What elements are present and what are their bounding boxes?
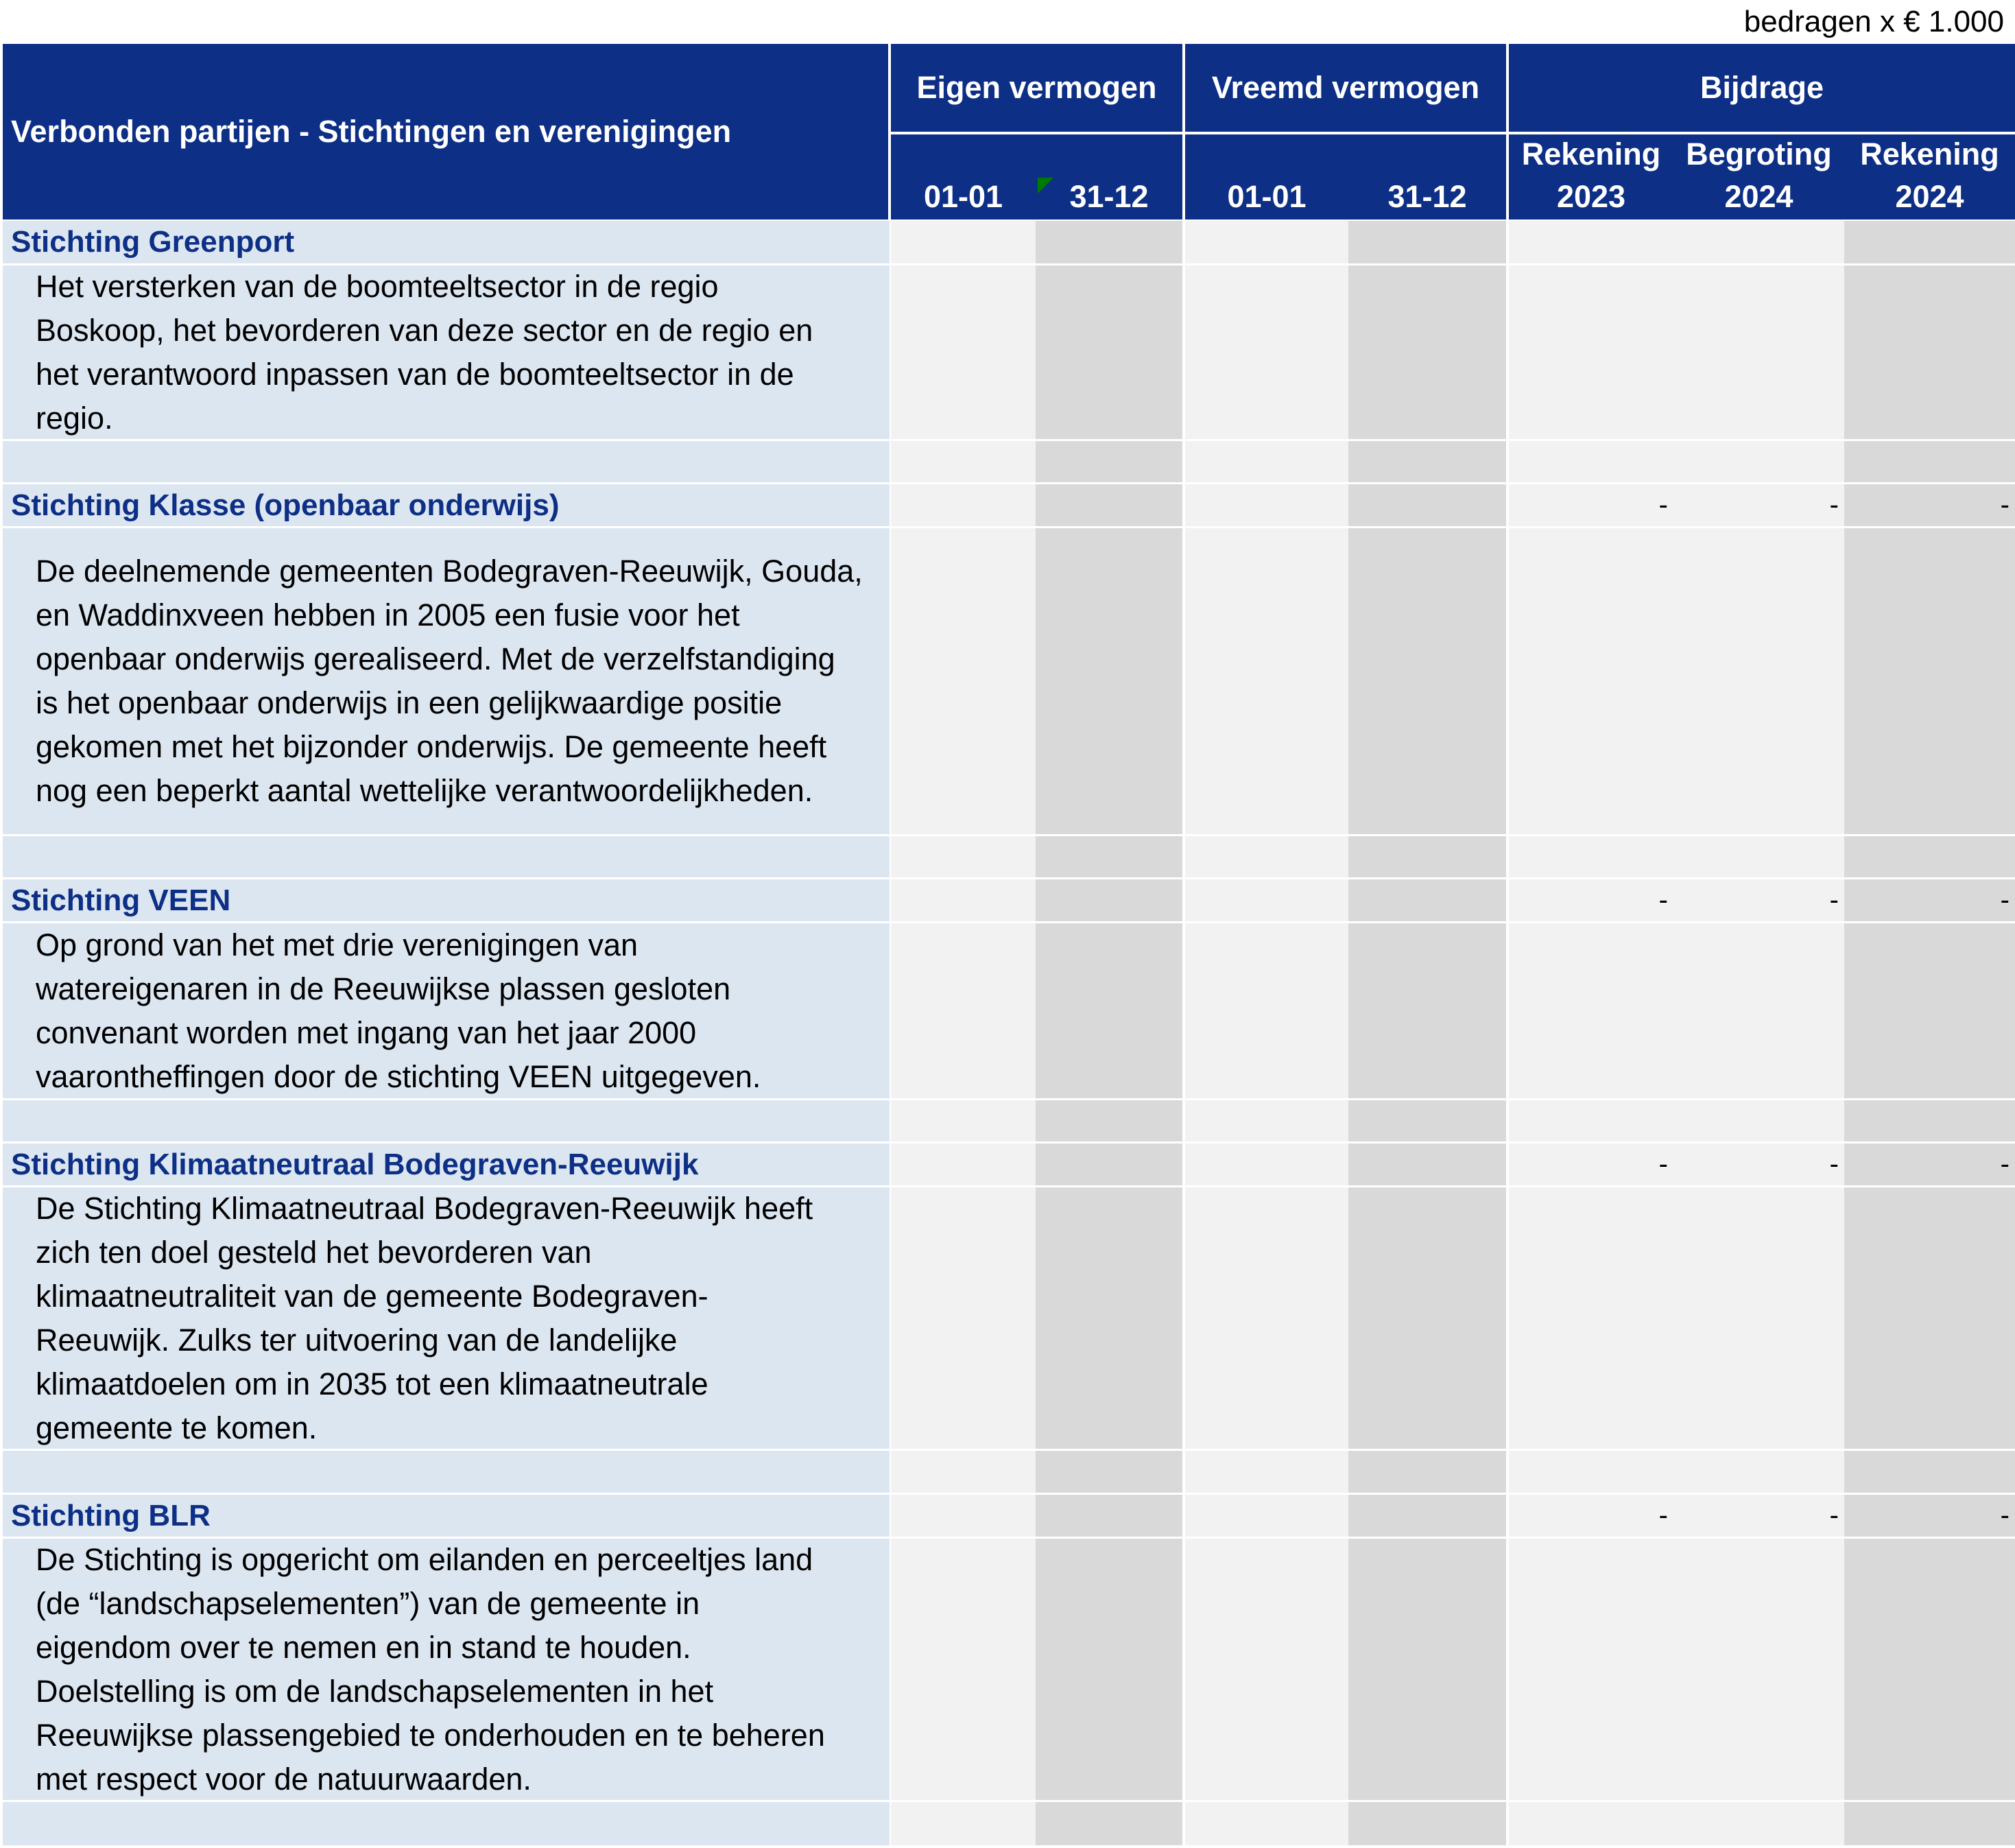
entity-description: Op grond van het met drie verenigingen van watereigenaren in de Reeuwijkse plassen gesloten convenant worden met ingang van het jaar 2000 vaarontheffingen door de stichting VEEN uitgegeven. — [36, 927, 761, 1094]
value-cell-ev-0101 — [891, 1802, 1036, 1845]
value-cell-rek-2024 — [1844, 923, 2015, 1098]
value-cell-ev-3112 — [1036, 923, 1182, 1098]
value-cell-rek-2023 — [1509, 265, 1673, 439]
entity-name: Stichting Greenport — [11, 225, 295, 259]
value-cell-ev-0101 — [891, 836, 1036, 877]
group-header-bijdrage — [1509, 44, 2015, 132]
value-rek-2023: - — [1658, 490, 1668, 520]
value-rek-2023: - — [1658, 1500, 1668, 1530]
value-cell-ev-3112 — [1036, 528, 1182, 834]
column-header-ev-0101 — [891, 134, 1036, 220]
value-cell-vv-0101 — [1185, 1802, 1348, 1845]
value-cell-ev-3112 — [1036, 1451, 1182, 1493]
entity-description: De Stichting Klimaatneutraal Bodegraven-Reeuwijk heeft zich ten doel gesteld het bevorderen van klimaatneutraliteit van de gemeente Bodegraven- Reeuwijk. Zulks ter uitvoering van de landelijke klimaatdoelen om in 2035 tot een klimaatneutrale gemeente te komen. — [36, 1190, 813, 1445]
value-cell-rek-2023 — [1509, 484, 1673, 526]
value-cell-beg-2024 — [1673, 1144, 1844, 1185]
value-cell-rek-2023 — [1509, 1495, 1673, 1537]
value-cell-rek-2024 — [1844, 1100, 2015, 1141]
spacer-cell — [3, 1802, 890, 1845]
entity-description-cell — [3, 1187, 890, 1449]
value-cell-ev-3112 — [1036, 1495, 1182, 1537]
value-cell-rek-2023 — [1509, 1100, 1673, 1141]
entity-description: Het versterken van de boomteeltsector in de regio Boskoop, het bevorderen van deze sector en de regio en het verantwoord inpassen van de boomteeltsector in de regio. — [36, 268, 813, 436]
entity-name: Stichting VEEN — [11, 883, 231, 917]
column-header-vv-3112 — [1348, 134, 1506, 220]
value-cell-vv-0101 — [1185, 879, 1348, 921]
value-cell-ev-0101 — [891, 1495, 1036, 1537]
value-cell-vv-0101 — [1185, 1100, 1348, 1141]
value-cell-rek-2024 — [1844, 879, 2015, 921]
value-cell-beg-2024 — [1673, 923, 1844, 1098]
value-cell-vv-0101 — [1185, 221, 1348, 263]
value-cell-beg-2024 — [1673, 879, 1844, 921]
value-cell-vv-0101 — [1185, 441, 1348, 482]
value-cell-beg-2024 — [1673, 1451, 1844, 1493]
value-cell-vv-0101 — [1185, 484, 1348, 526]
value-cell-ev-3112 — [1036, 221, 1182, 263]
value-cell-rek-2024 — [1844, 221, 2015, 263]
entity-name-cell — [3, 484, 890, 526]
entity-name-cell — [3, 221, 890, 263]
spacer-cell — [3, 1451, 890, 1493]
entity-description: De Stichting is opgericht om eilanden en perceeltjes land (de “landschapselementen”) van de gemeente in eigendom over te nemen en in stand te houden. Doelstelling is om de landschapselementen in het Reeuwijkse plassengebied te onderhouden en te beheren met respect voor de natuurwaarden. — [36, 1541, 825, 1797]
value-cell-ev-0101 — [891, 265, 1036, 439]
value-cell-vv-3112 — [1348, 265, 1506, 439]
value-cell-rek-2023 — [1509, 1451, 1673, 1493]
value-cell-rek-2024 — [1844, 528, 2015, 834]
value-rek-2024: - — [2000, 1149, 2010, 1179]
entity-description-cell — [3, 528, 890, 834]
value-cell-rek-2023 — [1509, 879, 1673, 921]
value-cell-beg-2024 — [1673, 528, 1844, 834]
value-cell-rek-2023 — [1509, 221, 1673, 263]
entity-name: Stichting Klasse (openbaar onderwijs) — [11, 488, 560, 522]
column-label: 31-12 — [1069, 179, 1149, 214]
column-header-ev-3112 — [1036, 134, 1182, 220]
value-cell-ev-0101 — [891, 923, 1036, 1098]
value-cell-vv-0101 — [1185, 836, 1348, 877]
entity-name: Stichting Klimaatneutraal Bodegraven-Reeuwijk — [11, 1147, 699, 1181]
value-beg-2024: - — [1829, 1500, 1839, 1530]
column-header-vv-0101 — [1185, 134, 1348, 220]
value-cell-ev-0101 — [891, 528, 1036, 834]
value-beg-2024: - — [1829, 1149, 1839, 1179]
value-cell-ev-0101 — [891, 1451, 1036, 1493]
value-cell-rek-2024 — [1844, 1802, 2015, 1845]
value-cell-vv-0101 — [1185, 1187, 1348, 1449]
value-cell-vv-3112 — [1348, 441, 1506, 482]
value-cell-vv-0101 — [1185, 265, 1348, 439]
group-label: Eigen vermogen — [916, 70, 1157, 105]
spacer-cell — [3, 1100, 890, 1141]
value-cell-vv-3112 — [1348, 528, 1506, 834]
value-cell-vv-3112 — [1348, 1539, 1506, 1800]
value-beg-2024: - — [1829, 490, 1839, 520]
value-cell-beg-2024 — [1673, 265, 1844, 439]
value-cell-vv-3112 — [1348, 221, 1506, 263]
value-cell-vv-3112 — [1348, 1495, 1506, 1537]
value-cell-ev-3112 — [1036, 1802, 1182, 1845]
column-label: 01-01 — [1227, 179, 1307, 214]
value-cell-ev-3112 — [1036, 1539, 1182, 1800]
value-cell-ev-0101 — [891, 441, 1036, 482]
value-cell-beg-2024 — [1673, 1802, 1844, 1845]
value-cell-ev-3112 — [1036, 836, 1182, 877]
value-cell-beg-2024 — [1673, 1100, 1844, 1141]
value-cell-vv-3112 — [1348, 836, 1506, 877]
value-cell-vv-0101 — [1185, 1451, 1348, 1493]
value-cell-beg-2024 — [1673, 836, 1844, 877]
value-cell-vv-0101 — [1185, 1144, 1348, 1185]
value-cell-vv-0101 — [1185, 528, 1348, 834]
value-cell-vv-3112 — [1348, 1451, 1506, 1493]
value-cell-ev-3112 — [1036, 441, 1182, 482]
value-beg-2024: - — [1829, 885, 1839, 915]
value-cell-ev-3112 — [1036, 484, 1182, 526]
value-cell-rek-2024 — [1844, 484, 2015, 526]
value-rek-2024: - — [2000, 490, 2010, 520]
column-label: 01-01 — [923, 179, 1003, 214]
value-cell-rek-2023 — [1509, 836, 1673, 877]
group-label: Vreemd vermogen — [1211, 70, 1480, 105]
value-cell-vv-0101 — [1185, 1495, 1348, 1537]
spacer-cell — [3, 836, 890, 877]
column-label: Rekening 2023 — [1521, 137, 1661, 214]
value-cell-beg-2024 — [1673, 441, 1844, 482]
value-cell-rek-2024 — [1844, 441, 2015, 482]
value-cell-ev-0101 — [891, 1187, 1036, 1449]
value-cell-rek-2023 — [1509, 528, 1673, 834]
value-rek-2024: - — [2000, 1500, 2010, 1530]
entity-name: Stichting BLR — [11, 1498, 211, 1532]
value-cell-ev-3112 — [1036, 1187, 1182, 1449]
column-label: 31-12 — [1387, 179, 1467, 214]
value-rek-2023: - — [1658, 1149, 1668, 1179]
value-rek-2023: - — [1658, 885, 1668, 915]
value-cell-rek-2023 — [1509, 1187, 1673, 1449]
entity-name-cell — [3, 1495, 890, 1537]
value-cell-rek-2023 — [1509, 441, 1673, 482]
value-cell-ev-0101 — [891, 1539, 1036, 1800]
value-cell-ev-3112 — [1036, 1144, 1182, 1185]
table-title-header — [3, 44, 888, 220]
value-cell-ev-0101 — [891, 484, 1036, 526]
value-cell-rek-2023 — [1509, 1144, 1673, 1185]
value-cell-ev-3112 — [1036, 879, 1182, 921]
value-cell-vv-3112 — [1348, 1187, 1506, 1449]
value-cell-vv-0101 — [1185, 923, 1348, 1098]
value-cell-rek-2023 — [1509, 923, 1673, 1098]
value-cell-ev-0101 — [891, 879, 1036, 921]
value-cell-beg-2024 — [1673, 1539, 1844, 1800]
value-cell-rek-2024 — [1844, 1144, 2015, 1185]
value-cell-vv-3112 — [1348, 484, 1506, 526]
comment-marker-icon — [1038, 178, 1053, 193]
group-header-vreemd-vermogen — [1185, 44, 1506, 132]
value-cell-rek-2024 — [1844, 1495, 2015, 1537]
table-title: Verbonden partijen - Stichtingen en verenigingen — [11, 114, 732, 149]
value-cell-ev-0101 — [891, 1144, 1036, 1185]
value-cell-beg-2024 — [1673, 1495, 1844, 1537]
entity-description-cell — [3, 265, 890, 439]
column-header-rekening-2024 — [1844, 134, 2015, 220]
group-header-eigen-vermogen — [891, 44, 1182, 132]
entity-description: De deelnemende gemeenten Bodegraven-Reeuwijk, Gouda, en Waddinxveen hebben in 2005 een fusie voor het openbaar onderwijs gerealiseerd. Met de verzelfstandiging is het openbaar onderwijs in een gelijkwaardige positie gekomen met het bijzonder onderwijs. De gemeente heeft nog een beperkt aantal wettelijke verantwoordelijkheden. — [36, 554, 863, 808]
value-cell-vv-3112 — [1348, 879, 1506, 921]
amounts-unit-note: bedragen x € 1.000 — [1743, 5, 2004, 38]
spacer-cell — [3, 441, 890, 482]
value-cell-ev-0101 — [891, 221, 1036, 263]
entity-description-cell — [3, 923, 890, 1098]
value-cell-vv-3112 — [1348, 1144, 1506, 1185]
column-label: Begroting 2024 — [1686, 137, 1832, 214]
value-cell-rek-2024 — [1844, 1539, 2015, 1800]
value-cell-vv-3112 — [1348, 1100, 1506, 1141]
column-label: Rekening 2024 — [1860, 137, 1999, 214]
value-cell-ev-3112 — [1036, 265, 1182, 439]
value-cell-rek-2024 — [1844, 836, 2015, 877]
value-rek-2024: - — [2000, 885, 2010, 915]
value-cell-ev-0101 — [891, 1100, 1036, 1141]
group-label: Bijdrage — [1700, 70, 1824, 105]
value-cell-rek-2024 — [1844, 1451, 2015, 1493]
value-cell-rek-2023 — [1509, 1539, 1673, 1800]
value-cell-ev-3112 — [1036, 1100, 1182, 1141]
value-cell-beg-2024 — [1673, 1187, 1844, 1449]
value-cell-vv-3112 — [1348, 1802, 1506, 1845]
value-cell-vv-0101 — [1185, 1539, 1348, 1800]
column-header-begroting-2024 — [1673, 134, 1844, 220]
value-cell-vv-3112 — [1348, 923, 1506, 1098]
column-header-rekening-2023 — [1509, 134, 1673, 220]
value-cell-beg-2024 — [1673, 221, 1844, 263]
entity-description-cell — [3, 1539, 890, 1800]
entity-name-cell — [3, 879, 890, 921]
value-cell-rek-2024 — [1844, 1187, 2015, 1449]
value-cell-rek-2024 — [1844, 265, 2015, 439]
value-cell-beg-2024 — [1673, 484, 1844, 526]
entity-name-cell — [3, 1144, 890, 1185]
value-cell-rek-2023 — [1509, 1802, 1673, 1845]
